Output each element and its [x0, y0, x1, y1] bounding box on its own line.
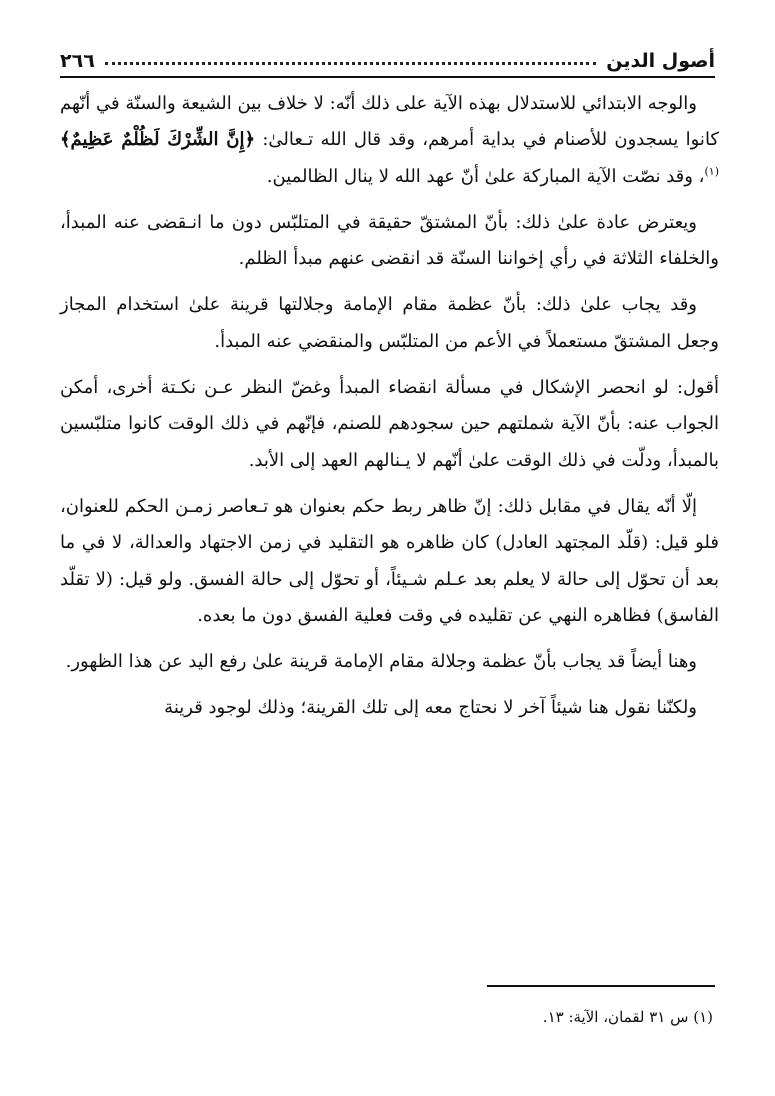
main-text: [60, 86, 719, 737]
paragraph: وقد يجاب علىٰ ذلك: بأنّ عظمة مقام الإمامة وجلالتها قرينة علىٰ استخدام المجاز وجعل المشتقّ مستعملاً في الأعم من المتلبّس والمنقضي عنه المبدأ.: [60, 294, 719, 352]
paragraph: وهنا أيضاً قد يجاب بأنّ عظمة وجلالة مقام الإمامة قرينة علىٰ رفع اليد عن هذا الظهور.: [65, 651, 697, 673]
quran-verse: ﴿إِنَّ الشِّرْكَ لَظُلْمٌ عَظِيمٌ﴾: [60, 129, 256, 151]
paragraph: إلّا أنّه يقال في مقابل ذلك: إنّ ظاهر ربط حكم بعنوان هو تـعاصر زمـن الحكم للعنوان، فلو قيل: (قلّد المجتهد العادل) كان ظاهره هو التقليد في زمن الاجتهاد والعدالة، لا في ما بعد أن تحوّل إلى حالة لا يعلم بعد عـلم شـيئاً، أو تحوّل إلى حالة الفسق. ولو قيل: (لا تقلّد الفاسق) فظاهره النهي عن تقليده في وقت فعلية الفسق دون ما بعده.: [60, 495, 719, 626]
footnote-reference[interactable]: (١): [704, 164, 719, 178]
running-header: [60, 36, 715, 72]
header-title: أصول الدين: [606, 50, 715, 72]
paragraph-text: والوجه الابتدائي للاستدلال بهذه الآية على ذلك أنّه: لا خلاف بين الشيعة والسنّة في أنّهم كانوا يسجدون للأصنام في بداية أمرهم، وقد قال الله تـعالىٰ:: [60, 93, 719, 151]
page-number: ٢٦٦: [60, 50, 95, 72]
footnote: (١) س ٣١ لقمان، الآية: ١٣.: [542, 1008, 713, 1026]
paragraph: ولكنّنا نقول هنا شيئاً آخر لا نحتاج معه إلى تلك القرينة؛ وذلك لوجود قرينة: [164, 697, 697, 719]
paragraph-text: ، وقد نصّت الآية المباركة علىٰ أنّ عهد الله لا ينال الظالمين.: [266, 165, 705, 187]
header-dot-leader: [105, 60, 596, 65]
paragraph: ويعترض عادة علىٰ ذلك: بأنّ المشتقّ حقيقة في المتلبّس دون ما انـقضى عنه المبدأ، والخلفاء الثلاثة في رأي إخواننا السنّة قد انقضى عنهم مبدأ الظلم.: [60, 211, 719, 270]
header-rule: [60, 76, 715, 78]
paragraph: أقول: لو انحصر الإشكال في مسألة انقضاء المبدأ وغضّ النظر عـن نكـتة أخرى، أمكن الجواب عنه: بأنّ الآية شملتهم حين سجودهم للصنم، فإنّهم في ذلك الوقت كانوا متلبّسين بالمبدأ، ودلّت في ذلك الوقت علىٰ أنّهم لا يـنالهم العهد إلى الأبد.: [60, 377, 719, 471]
footnote-rule: [487, 985, 715, 987]
paragraph: [60, 86, 719, 195]
